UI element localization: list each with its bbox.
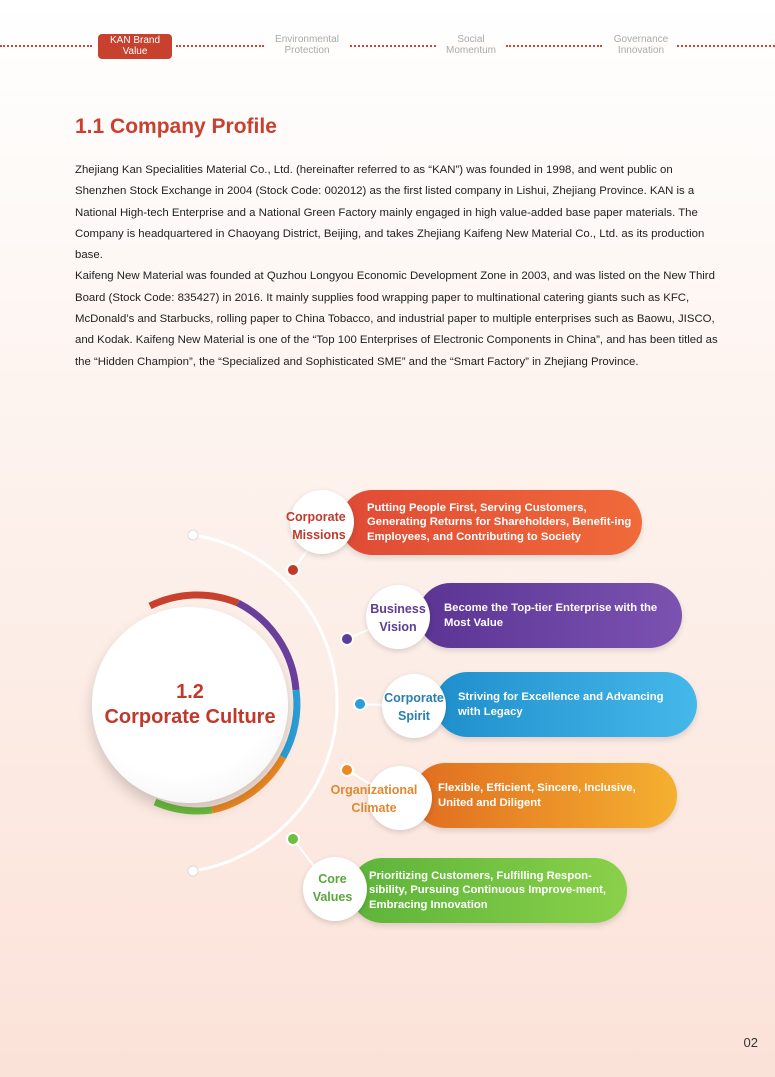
nav-label: KAN Brand (109, 35, 161, 46)
climate-pill (413, 763, 677, 828)
spirit-pill (435, 672, 697, 737)
paragraph: Kaifeng New Material was founded at Quzhou Longyou Economic Development Zone in 2003, and was listed on the New Third Board (Stock Code: 835427) in 2016. It mainly supplies food wrapping paper to multinational catering giants such as KFC, McDonald’s and Starbucks, rolling paper to China Tobacco, and industrial paper to multiple enterprises such as Baowu, JISCO, and Kodak. Kaifeng New Material is one of the “Top 100 Enterprises of Electronic Components in China”, and has been titled as the “Hidden Champion”, the “Specialized and Sophisticated SME” and the “Smart Factory” in Zhejiang Province. (75, 270, 718, 368)
node-dot (354, 698, 366, 710)
node-dot (287, 564, 299, 576)
missions-label: Corporate Missions (286, 510, 346, 542)
mission-text: Putting People First, Serving Customers, Generating Returns for Shareholders, Benefit-ing Employees, and Contributing to Society (367, 501, 632, 543)
section-title: Corporate Culture (104, 706, 276, 728)
spirit-label: Corporate Spirit (384, 691, 444, 723)
arc-end-dot (188, 866, 198, 876)
mission-pill (340, 490, 642, 555)
values-pill (350, 858, 627, 923)
corporate-culture-circle (92, 607, 288, 803)
nav-label: Protection (284, 44, 330, 56)
page-number: 02 (743, 1035, 758, 1050)
vision-text: Become the Top-tier Enterprise with the Most Value (444, 602, 658, 629)
vision-pill (418, 583, 682, 648)
node-dot (287, 833, 299, 845)
paragraph: Zhejiang Kan Specialities Material Co., Ltd. (hereinafter referred to as “KAN”) was founded in 1998, and went public on Shenzhen Stock Exchange in 2004 (Stock Code: 002012) as the first listed company in Lishui, Zhejiang Province. KAN is a National High-tech Enterprise and a National Green Factory mainly engaged in high value-added base paper materials. The Company is headquartered in Chaoyang District, Beijing, and takes Zhejiang Kaifeng New Material Co., Ltd. as its production base. (75, 164, 705, 262)
climate-text: Flexible, Efficient, Sincere, Inclusive, United and Diligent (438, 782, 636, 809)
section-title: 1.1 Company Profile (75, 115, 277, 138)
nav-label: Social (457, 34, 485, 45)
nav-label: Value (122, 45, 148, 57)
climate-label: Organizational Climate (330, 783, 418, 815)
nav-label: Innovation (617, 44, 665, 56)
section-number: 1.2 (176, 681, 204, 703)
arc-end-dot (188, 530, 198, 540)
vision-label: Business Vision (370, 602, 426, 634)
nav-label: Momentum (445, 44, 496, 56)
node-dot (341, 633, 353, 645)
nav-label: Governance (613, 34, 669, 45)
node-dot (341, 764, 353, 776)
values-text: Prioritizing Customers, Fulfilling Respon-sibility, Pursuing Continuous Improve-ment, Embracing Innovation (369, 869, 607, 911)
values-label: Core Values (312, 872, 353, 904)
spirit-text: Striving for Excellence and Advancing with Legacy (458, 691, 664, 718)
nav-label: Environmental (275, 34, 339, 45)
